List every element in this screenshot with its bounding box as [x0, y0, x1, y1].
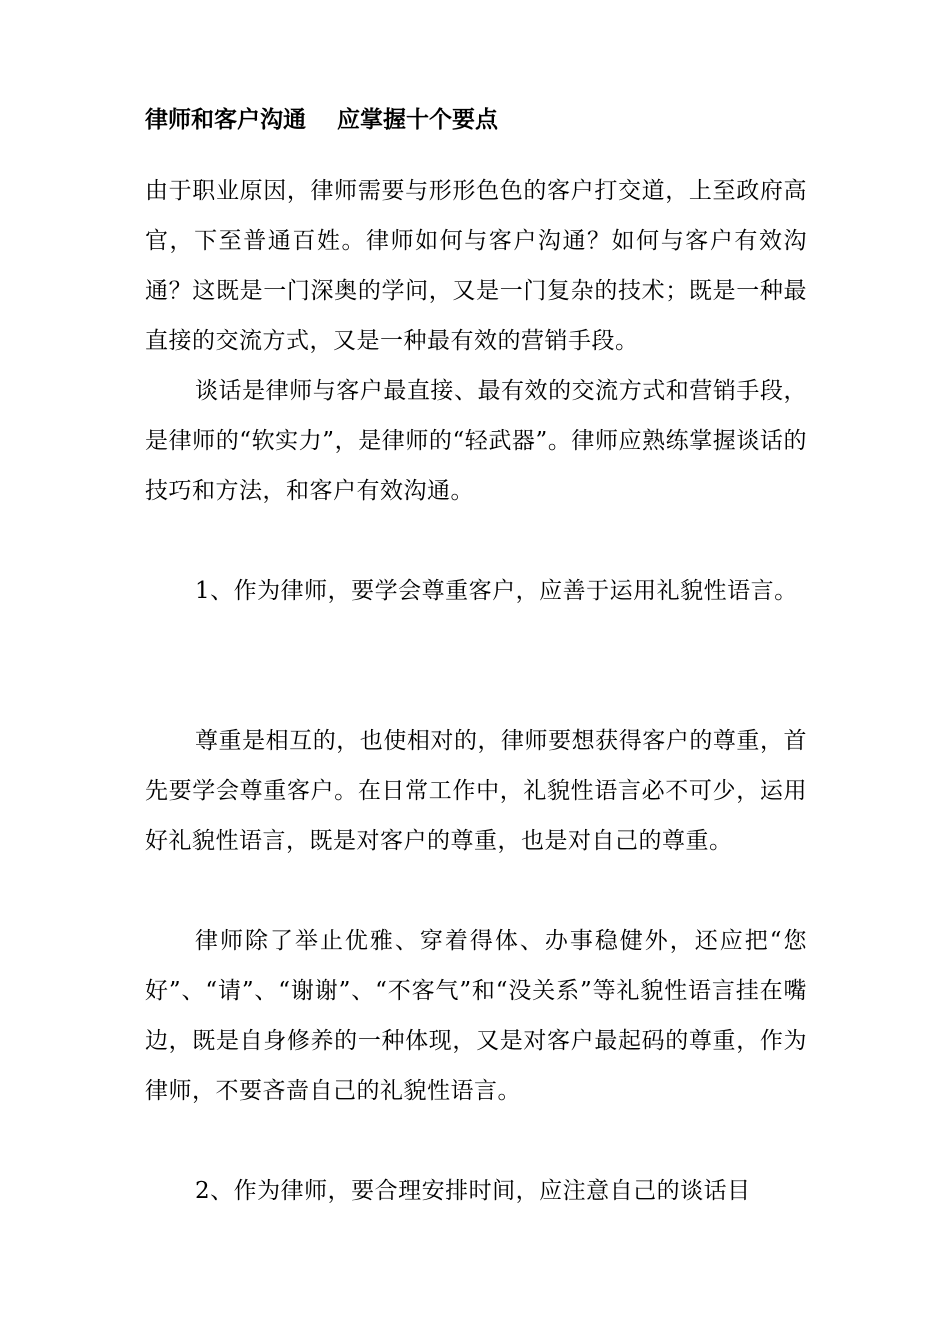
- paragraph-talk: 谈话是律师与客户最直接、最有效的交流方式和营销手段，是律师的“软实力”，是律师的“轻武器”。律师应熟练掌握谈话的技巧和方法，和客户有效沟通。: [145, 378, 807, 504]
- paragraph-point-1-heading: 1、作为律师，要学会尊重客户，应善于运用礼貌性语言。: [195, 578, 798, 604]
- document-title: 律师和客户沟通 应掌握十个要点: [145, 106, 499, 133]
- paragraph-intro: 由于职业原因，律师需要与形形色色的客户打交道，上至政府高官，下至普通百姓。律师如何与客户沟通？如何与客户有效沟通？这既是一门深奥的学问，又是一门复杂的技术；既是一种最直接的交流方式，又是一种最有效的营销手段。: [145, 178, 807, 354]
- paragraph-point-2-heading: 2、作为律师，要合理安排时间，应注意自己的谈话目: [195, 1178, 751, 1204]
- paragraph-polite-language: 律师除了举止优雅、穿着得体、办事稳健外，还应把“您好”、“请”、“谢谢”、“不客气”和“没关系”等礼貌性语言挂在嘴边，既是自身修养的一种体现，又是对客户最起码的尊重，作为律师，不要吝啬自己的礼貌性语言。: [145, 928, 807, 1104]
- paragraph-respect: 尊重是相互的，也使相对的，律师要想获得客户的尊重，首先要学会尊重客户。在日常工作中，礼貌性语言必不可少，运用好礼貌性语言，既是对客户的尊重，也是对自己的尊重。: [145, 728, 807, 854]
